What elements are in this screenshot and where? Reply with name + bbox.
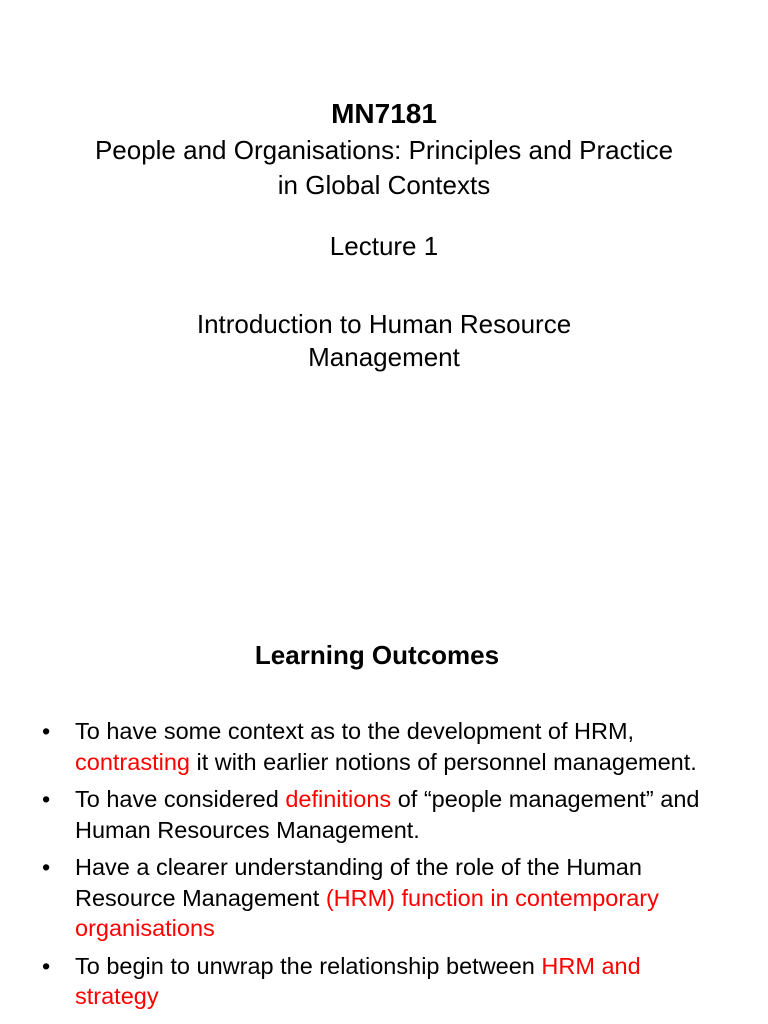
bullet-icon: • — [42, 952, 51, 979]
lecture-topic: Introduction to Human Resource Management — [196, 309, 572, 372]
outcome-text: To begin to unwrap the relationship between — [75, 952, 542, 979]
outcome-highlight: (HRM) function in contemporary organisations — [75, 884, 659, 941]
course-code: MN7181 — [331, 98, 437, 129]
bullet-icon: • — [42, 718, 51, 744]
outcome-text: it with earlier notions of personnel management. — [189, 748, 697, 775]
list-item — [40, 716, 730, 777]
list-item — [40, 852, 730, 944]
outcome-highlight: contrasting — [75, 748, 190, 775]
outcome-text: To have some context as to the development of HRM, — [75, 718, 635, 744]
course-title: People and Organisations: Principles and Practice in Global Contexts — [94, 135, 674, 200]
lecture-number: Lecture 1 — [329, 231, 439, 261]
outcome-highlight: definitions — [285, 786, 392, 812]
list-item — [40, 951, 730, 1012]
learning-outcomes-slide — [0, 576, 768, 1024]
slide-title: Learning Outcomes — [254, 640, 500, 670]
outcome-text: Have a clearer understanding of the role of the Human Resource Management — [75, 854, 642, 911]
outcome-text: To have considered — [75, 786, 286, 812]
list-item — [40, 784, 730, 845]
bullet-icon: • — [42, 854, 51, 880]
bullet-icon: • — [42, 786, 51, 812]
outcome-highlight: HRM and strategy — [75, 952, 641, 1009]
outcome-text: of “people management” and Human Resources Management. — [75, 786, 700, 843]
outcomes-list — [40, 716, 730, 1019]
